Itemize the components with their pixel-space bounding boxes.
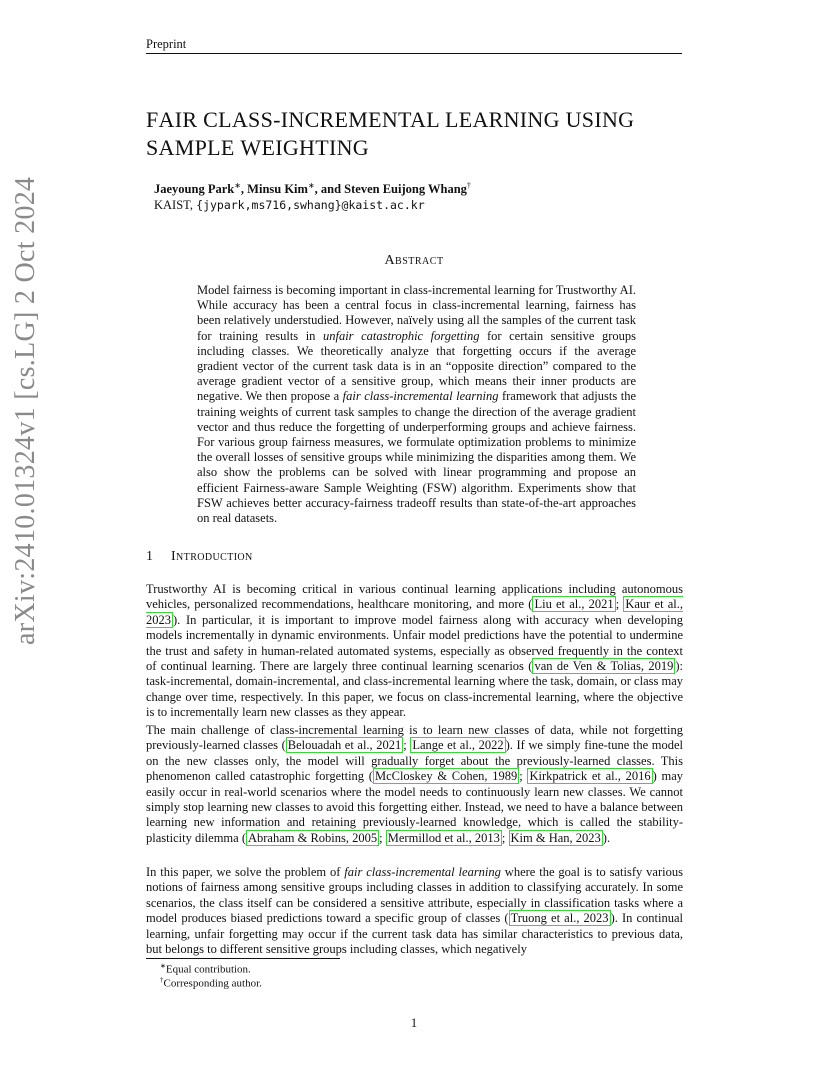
title-line-2: SAMPLE WEIGHTING	[146, 135, 369, 160]
intro-paragraph-2: The main challenge of class-incremental learning is to learn new classes of data, while not forgetting previously-learned classes ( Belouadah et al., 2021 ; Lange et al., 2022 ). If we simply fine-tune the model on the new classes only, the model will gradually forget about the previously-learned classes. This phenomenon called catastrophic forgetting ( McCloskey & Cohen, 1989 ; Kirkpatrick et al., 2016 ) may easily occur in real-world scenarios where the model needs to continuously learn new classes. We cannot simply stop learning new classes to avoid this forgetting either. Instead, we need to have a balance between learning new information and retaining previously-learned knowledge, which is called the stability-plasticity dilemma ( Abraham & Robins, 2005 ; Mermillod et al., 2013 ; Kim & Han, 2023 ).	[146, 723, 683, 845]
author-email[interactable]: {jypark,ms716,swhang}@kaist.ac.kr	[196, 198, 425, 212]
footnote-corresponding-author: †Corresponding author.	[160, 976, 262, 990]
citation-link[interactable]: Kaur et al., 2023	[146, 597, 684, 627]
arxiv-sidebar-stamp: arXiv:2410.01324v1 [cs.LG] 2 Oct 2024	[10, 176, 41, 645]
intro-paragraph-1: Trustworthy AI is becoming critical in various continual learning applications including autonomous vehicles, personalized recommendations, healthcare monitoring, and more ( Liu et al., 2021 ; Kaur et al., 2023 ). In particular, it is important to improve model fairness along with accuracy when developing models incrementally in dynamic environments. Unfair model predictions have the potential to undermine the trust and safety in human-related automated systems, especially as observed frequently in the context of continual learning. There are largely three continual learning scenarios ( van de Ven & Tolias, 2019 ): task-incremental, domain-incremental, and class-incremental learning where the task, domain, or class may change over time, respectively. In this paper, we focus on class-incremental learning, where the objective is to incrementally learn new classes as they appear.	[146, 582, 684, 720]
citation-link[interactable]: Kim & Han, 2023	[510, 830, 601, 845]
citation-link[interactable]: Abraham & Robins, 2005	[247, 830, 378, 845]
header-rule	[146, 53, 682, 54]
title-line-1: FAIR CLASS-INCREMENTAL LEARNING USING	[146, 107, 635, 132]
intro-paragraph-3: In this paper, we solve the problem of fair class-incremental learning where the goal is to satisfy various notions of fairness among sensitive groups including classes in addition to classifying accurately. In some scenarios, the class itself can be considered a sensitive attribute, especially in classification tasks where a model produces biased predictions toward a specific group of classes ( Truong et al., 2023 ). In continual learning, unfair forgetting may occur if the current task data has similar characteristics to previous data, but belongs to different sensitive groups including classes, which negatively	[146, 865, 684, 957]
paper-title	[146, 106, 686, 162]
footnote-equal-contribution: ∗Equal contribution.	[160, 962, 251, 976]
footnote-rule	[146, 958, 340, 959]
section-heading-introduction: 1 Introduction	[146, 549, 253, 564]
author-list: Jaeyoung Park∗, Minsu Kim∗, and Steven Euijong Whang†	[154, 181, 471, 197]
citation-link[interactable]: Lange et al., 2022	[412, 738, 504, 753]
running-header: Preprint	[146, 37, 187, 51]
citation-link[interactable]: Truong et al., 2023	[510, 911, 609, 926]
page-number: 1	[410, 1016, 418, 1030]
citation-link[interactable]: Mermillod et al., 2013	[387, 830, 500, 845]
citation-link[interactable]: Liu et al., 2021	[534, 597, 614, 612]
abstract-body: Model fairness is becoming important in class-incremental learning for Trustworthy AI. While accuracy has been a central focus in class-incremental learning, fairness has been relatively understudied. However, naïvely using all the samples of the current task for training results in unfair catastrophic forgetting for certain sensitive groups including classes. We theoretically analyze that forgetting occurs if the average gradient vector of the current task data is in an “opposite direction” compared to the average gradient vector of a sensitive group, which means their inner products are negative. We then propose a fair class-incremental learning framework that adjusts the training weights of current task samples to change the direction of the average gradient vector and thus reduce the forgetting of underperforming groups and achieve fairness. For various group fairness measures, we formulate optimization problems to minimize the overall losses of sensitive groups while minimizing the disparities among them. We also show the problems can be solved with linear programming and propose an efficient Fairness-aware Sample Weighting (FSW) algorithm. Experiments show that FSW achieves better accuracy-fairness tradeoff results than state-of-the-art approaches on real datasets.	[197, 283, 636, 526]
affiliation: KAIST, {jypark,ms716,swhang}@kaist.ac.kr	[154, 198, 425, 212]
citation-link[interactable]: van de Ven & Tolias, 2019	[534, 659, 674, 674]
citation-link[interactable]: Kirkpatrick et al., 2016	[529, 769, 651, 784]
citation-link[interactable]: McCloskey & Cohen, 1989	[374, 769, 518, 784]
citation-link[interactable]: Belouadah et al., 2021	[287, 738, 402, 753]
abstract-heading: Abstract	[384, 253, 444, 268]
